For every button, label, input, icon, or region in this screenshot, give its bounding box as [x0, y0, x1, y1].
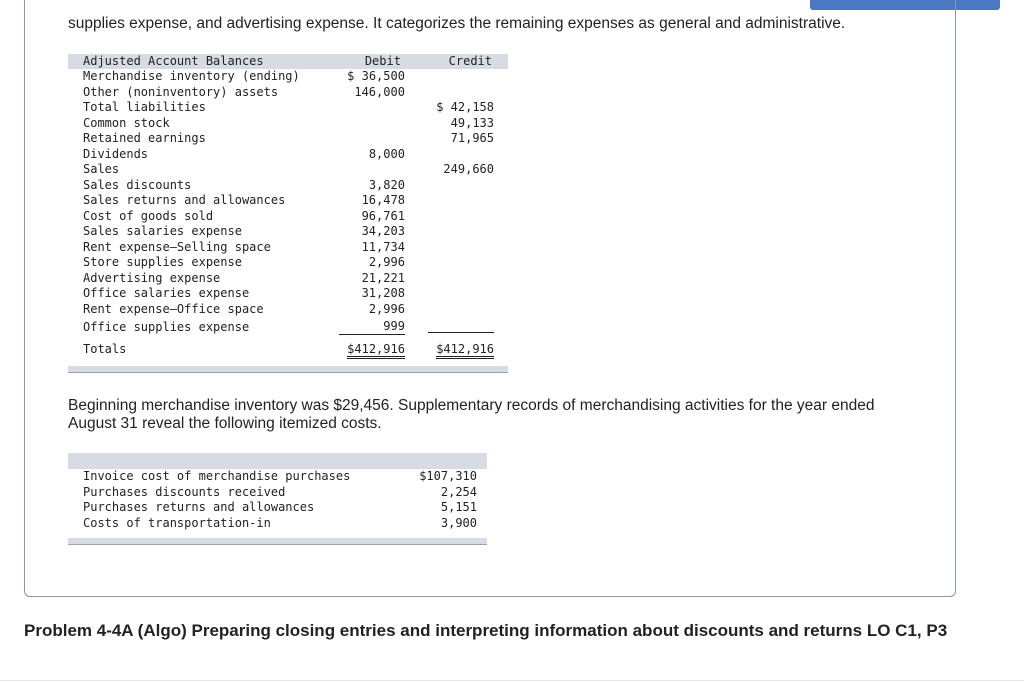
cost-item-name: Purchases discounts received	[83, 484, 286, 499]
divider	[0, 680, 1024, 681]
debit-value	[334, 131, 405, 147]
intro-text: supplies expense, and advertising expense. It categorizes the remaining expenses as general and administrative.	[68, 15, 846, 32]
itemized-costs-footer	[68, 538, 487, 545]
ledger-header-row	[68, 54, 508, 69]
cost-item-value: 2,254	[440, 484, 477, 499]
debit-value: 3,820	[368, 177, 405, 192]
account-name: Common stock	[83, 115, 170, 130]
debit-value: 8,000	[368, 146, 405, 161]
credit-value	[405, 302, 508, 318]
ledger-header-credit: Credit	[405, 54, 508, 69]
credit-value	[405, 147, 508, 163]
debit-value: 11,734	[361, 239, 405, 254]
credit-value	[405, 178, 508, 194]
credit-value	[405, 193, 508, 209]
account-name: Advertising expense	[83, 270, 221, 285]
credit-value: 49,133	[450, 115, 494, 130]
debit-value: 146,000	[354, 84, 405, 99]
debit-value: 16,478	[361, 193, 405, 207]
account-name: Rent expense—Selling space	[83, 239, 271, 254]
debit-value: 2,996	[368, 301, 405, 316]
credit-value	[405, 317, 508, 338]
cost-item-value: $107,310	[419, 469, 477, 483]
totals-debit: $412,916	[347, 342, 405, 359]
table-row	[68, 100, 508, 116]
table-row	[68, 302, 508, 318]
debit-value: 96,761	[361, 208, 405, 223]
debit-value: 21,221	[361, 270, 405, 285]
credit-value	[405, 286, 508, 302]
cost-item-name: Invoice cost of merchandise purchases	[83, 469, 351, 483]
table-row	[68, 178, 508, 194]
table-row	[68, 147, 508, 163]
account-name: Sales returns and allowances	[83, 193, 286, 207]
table-row	[68, 500, 487, 516]
debit-value: 999	[334, 317, 405, 338]
account-name: Sales salaries expense	[83, 224, 242, 238]
table-row	[68, 485, 487, 501]
credit-value	[405, 255, 508, 271]
table-row	[68, 131, 508, 147]
totals-credit: $412,916	[436, 342, 494, 359]
credit-value	[405, 85, 508, 101]
credit-value: $ 42,158	[436, 100, 494, 114]
itemized-costs-table	[68, 453, 487, 531]
table-row	[68, 162, 508, 178]
table-row	[68, 255, 508, 271]
problem-title: Problem 4-4A (Algo) Preparing closing entries and interpreting information about discounts and returns LO C1, P3	[24, 621, 948, 640]
table-row	[68, 271, 508, 287]
ledger-table-footer	[68, 366, 508, 373]
account-name: Cost of goods sold	[83, 208, 214, 223]
credit-value: 71,965	[450, 131, 494, 145]
credit-value	[405, 240, 508, 256]
account-name: Other (noninventory) assets	[83, 84, 279, 99]
table-row	[68, 209, 508, 225]
credit-value	[405, 69, 508, 85]
table-row	[68, 224, 508, 240]
table-row	[68, 116, 508, 132]
debit-value	[334, 100, 405, 116]
credit-value	[405, 209, 508, 225]
table-row	[68, 193, 508, 209]
ledger-header-name: Adjusted Account Balances	[68, 54, 334, 69]
table-row	[68, 240, 508, 256]
account-name: Merchandise inventory (ending)	[83, 69, 300, 83]
cost-item-value: 5,151	[440, 500, 477, 514]
account-name: Total liabilities	[83, 100, 206, 114]
debit-value: 34,203	[361, 224, 405, 238]
debit-value: 2,996	[368, 255, 405, 269]
account-name: Office supplies expense	[83, 319, 250, 334]
account-name: Office salaries expense	[83, 286, 250, 300]
table-row	[68, 69, 508, 85]
account-name: Sales discounts	[83, 177, 192, 192]
cost-item-name: Costs of transportation-in	[83, 515, 271, 530]
table-row	[68, 317, 508, 338]
credit-value	[405, 271, 508, 287]
beginning-inventory-paragraph: Beginning merchandise inventory was $29,456. Supplementary records of merchandising activities for the year ended August 31 reveal the following itemized costs.	[68, 397, 875, 432]
debit-value: $ 36,500	[347, 69, 405, 83]
debit-value: 31,208	[361, 286, 405, 300]
account-name: Rent expense—Office space	[83, 301, 264, 316]
account-name: Retained earnings	[83, 131, 206, 145]
debit-value	[334, 162, 405, 178]
credit-value	[405, 224, 508, 240]
table-row	[68, 516, 487, 532]
purchases-header-row	[68, 453, 487, 469]
credit-value: 249,660	[443, 162, 494, 176]
account-name: Store supplies expense	[83, 255, 242, 269]
table-row	[68, 286, 508, 302]
cost-item-name: Purchases returns and allowances	[83, 500, 315, 514]
totals-row	[68, 338, 508, 362]
cost-item-value: 3,900	[440, 515, 477, 530]
debit-value	[334, 116, 405, 132]
account-name: Sales	[83, 162, 120, 176]
ledger-header-debit: Debit	[334, 54, 405, 69]
table-row	[68, 85, 508, 101]
table-row	[68, 469, 487, 485]
account-name: Dividends	[83, 146, 149, 161]
totals-label: Totals	[83, 341, 127, 356]
adjusted-account-balances-table	[68, 54, 508, 362]
